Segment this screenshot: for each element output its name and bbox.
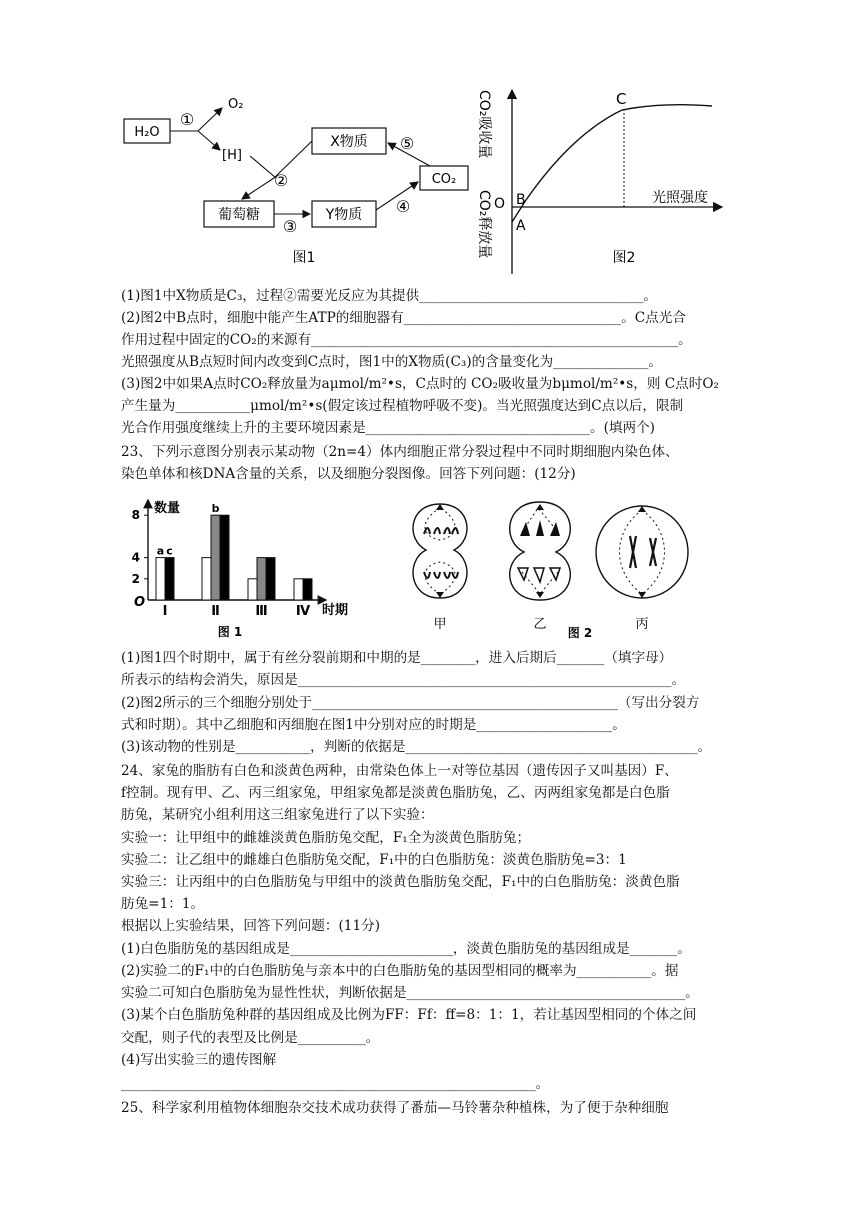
cell-yi-label: 乙 xyxy=(533,617,547,632)
q23-question-3: (2)图2所示的三个细胞分别处于_____________________________________________（写出分裂方 xyxy=(121,695,700,711)
cell-bing-label: 丙 xyxy=(635,617,649,632)
bar-a-4 xyxy=(294,579,303,600)
q22-line-1: (1)图1中X物质是C₃，过程②需要光反应为其提供_________________________________。 xyxy=(121,288,658,304)
bar-c-2 xyxy=(220,515,229,600)
x-axis-label: 光照强度 xyxy=(652,190,708,206)
point-a-label: A xyxy=(516,218,526,234)
bar-category-label: Ⅰ xyxy=(162,604,168,619)
cell-jia xyxy=(413,504,467,632)
co2-label: CO₂ xyxy=(431,172,457,187)
bar-x-label: 时期 xyxy=(322,603,349,618)
bar-b-2 xyxy=(211,515,220,600)
q24-line-10: (2)实验二的F₁中的白色脂肪兔与亲本中的白色脂肪兔的基因型相同的概率为___________。据 xyxy=(121,963,679,979)
q22-line-4: 光照强度从B点短时间内改变到C点时，图1中的X物质(C₃)的含量变化为______________。 xyxy=(121,354,662,370)
q23-line-2: 染色单体和核DNA含量的关系，以及细胞分裂图像。回答下列问题：(12分) xyxy=(121,466,576,482)
bar-y-tick-label: 4 xyxy=(131,550,140,565)
o2-label: O₂ xyxy=(228,97,244,112)
bar-series-label-a: a xyxy=(156,544,165,558)
q25-line-1: 25、科学家利用植物体细胞杂交技术成功获得了番茄—马铃薯杂种植株，为了便于杂种细胞 xyxy=(121,1100,669,1116)
bar-a-3 xyxy=(248,579,257,600)
cell-jia-label: 甲 xyxy=(433,617,447,632)
q24-line-9: (1)白色脂肪兔的基因组成是________________________，淡黄色脂肪兔的基因组成是_______。 xyxy=(121,941,691,957)
y-axis-label-absorb: CO₂吸收量 xyxy=(476,90,492,159)
step-4-label: ④ xyxy=(395,197,411,216)
bar-category-label: Ⅲ xyxy=(255,604,268,619)
q24-line-3: 肪兔，某研究小组利用这三组家兔进行了以下实验： xyxy=(121,807,434,823)
q22-line-3: 作用过程中固定的CO₂的来源有______________________________________________________。 xyxy=(121,332,692,348)
q24-line-15: _____________________________________________________________。 xyxy=(121,1076,550,1092)
q22-line-5: (3)图2中如果A点时CO₂释放量为aμmol/m²•s，C点时的 CO₂吸收量为bμmol/m²•s，则 C点时O₂ xyxy=(121,376,719,392)
cells-caption: 图 2 xyxy=(567,626,593,640)
bar-category-label: Ⅱ xyxy=(211,604,220,619)
bar-caption: 图 1 xyxy=(217,625,243,639)
q24-line-2: f控制。现有甲、乙、丙三组家兔，甲组家兔都是淡黄色脂肪兔，乙、丙两组家兔都是白色脂 xyxy=(121,785,670,801)
bar-series-label-c: c xyxy=(166,544,173,558)
step-5-label: ⑤ xyxy=(399,134,415,153)
step-3-label: ③ xyxy=(282,217,298,236)
y-substance-label: Y物质 xyxy=(325,207,363,223)
cell-bing xyxy=(596,506,688,632)
q24-line-14: (4)写出实验三的遗传图解 xyxy=(121,1052,277,1068)
bar-c-3 xyxy=(266,558,275,600)
point-c-label: C xyxy=(616,90,627,108)
q24-line-6: 实验三：让丙组中的白色脂肪兔与甲组中的淡黄色脂肪兔交配，F₁中的白色脂肪兔：淡黄色脂 xyxy=(121,874,680,890)
figure-23-2-cells xyxy=(400,496,700,644)
q24-line-4: 实验一：让甲组中的雌雄淡黄色脂肪兔交配，F₁全为淡黄色脂肪兔； xyxy=(121,830,531,846)
h2o-label: H₂O xyxy=(134,125,160,140)
bar-y-tick-label: 8 xyxy=(131,508,140,523)
q24-line-7: 肪兔=1：1。 xyxy=(121,896,205,912)
q23-line-1: 23、下列示意图分别表示某动物（2n=4）体内细胞正常分裂过程中不同时期细胞内染色体、 xyxy=(121,444,679,460)
bar-a-1 xyxy=(156,558,165,600)
bar-y-label: 数量 xyxy=(154,501,181,516)
q23-question-4: 式和时期）。其中乙细胞和丙细胞在图1中分别对应的时期是____________________。 xyxy=(121,717,626,733)
q22-line-6: 产生量为___________μmol/m²•s(假定该过程植物呼吸不变)。当光照强度达到C点以后，限制 xyxy=(121,398,684,414)
h-label: [H] xyxy=(222,148,242,163)
figure-23-1-bar-chart xyxy=(126,496,356,644)
bar-series-label-b: b xyxy=(211,502,220,516)
cell-yi xyxy=(510,502,571,632)
bar-origin: O xyxy=(134,595,146,610)
figure-1-caption: 图1 xyxy=(292,250,316,266)
q24-line-12: (3)某个白色脂肪兔种群的基因组成及比例为FF：Ff：ff=8：1：1，若让基因型相同的个体之间 xyxy=(121,1007,697,1023)
q24-line-11: 实验二可知白色脂肪兔为显性性状，判断依据是_________________________________________。 xyxy=(121,985,699,1001)
bar-a-2 xyxy=(202,558,211,600)
q22-line-7: 光合作用强度继续上升的主要环境因素是_________________________________。(填两个) xyxy=(121,420,655,436)
figure-1-flow-diagram xyxy=(118,88,478,270)
q22-line-2: (2)图2中B点时，细胞中能产生ATP的细胞器有________________________________。C点光合 xyxy=(121,310,686,326)
x-substance-label: X物质 xyxy=(330,134,368,150)
y-axis-label-release: CO₂释放量 xyxy=(476,190,492,259)
q24-line-8: 根据以上实验结果，回答下列问题：(11分) xyxy=(121,918,380,934)
bar-y-tick-label: 2 xyxy=(131,571,140,586)
q23-question-2: 所表示的结构会消失，原因是_______________________________________________________。 xyxy=(121,672,686,688)
figure-2-caption: 图2 xyxy=(612,250,636,266)
step-2-label: ② xyxy=(273,171,289,190)
point-b-label: B xyxy=(516,192,526,208)
q24-line-5: 实验二：让乙组中的雌雄白色脂肪兔交配，F₁中的白色脂肪兔：淡黄色脂肪兔=3：1 xyxy=(121,852,627,868)
q23-question-1: (1)图1四个时期中，属于有丝分裂前期和中期的是________，进入后期后_______（填字母） xyxy=(121,650,673,666)
figure-2-light-curve xyxy=(472,84,744,280)
q24-line-13: 交配，则子代的表型及比例是__________。 xyxy=(121,1030,380,1046)
bar-category-label: Ⅳ xyxy=(295,604,311,619)
bar-c-4 xyxy=(303,579,312,600)
q24-line-1: 24、家兔的脂肪有白色和淡黄色两种，由常染色体上一对等位基因（遗传因子又叫基因）F、 xyxy=(121,763,678,779)
step-1-label: ① xyxy=(179,110,195,129)
bar-c-1 xyxy=(165,558,174,600)
bar-b-3 xyxy=(257,558,266,600)
q23-question-5: (3)该动物的性别是___________，判断的依据是___________________________________________。 xyxy=(121,739,712,755)
point-o-label: O xyxy=(494,196,506,212)
glucose-label: 葡萄糖 xyxy=(218,207,260,223)
